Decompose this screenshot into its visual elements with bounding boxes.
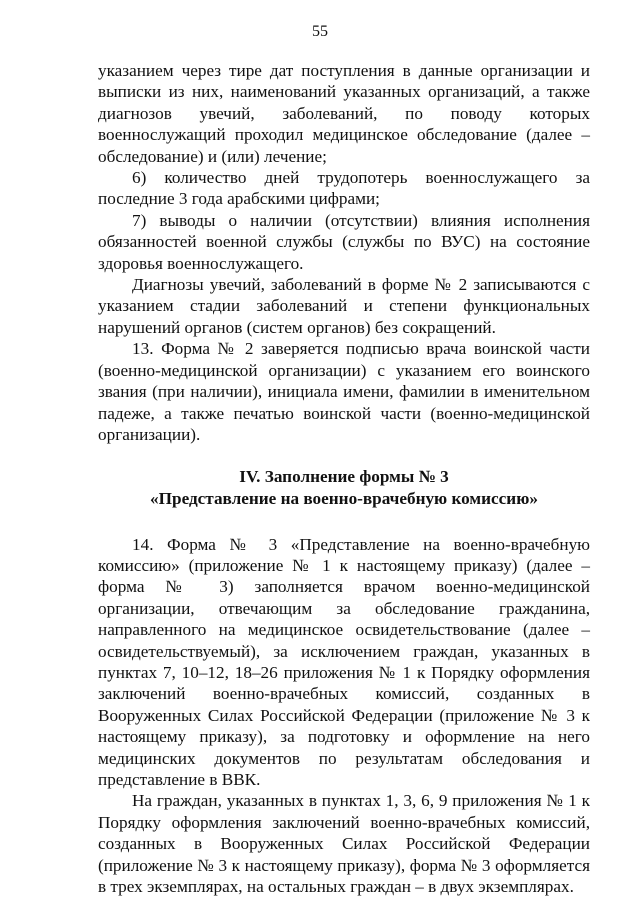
section-heading <box>98 466 590 509</box>
paragraph: Диагнозы увечий, заболеваний в форме № 2 записываются с указанием стадии заболеваний и степени функциональных нарушений органов (систем органов) без сокращений. <box>98 275 590 337</box>
paragraph: 13. Форма № 2 заверяется подписью врача воинской части (военно-медицинской организации) с указанием его воинского звания (при наличии), инициала имени, фамилии в именительном падеже, а также печатью воинской части (военно-медицинской организации). <box>98 339 590 444</box>
section-heading-line-2: «Представление на военно-врачебную комиссию» <box>150 488 538 508</box>
section-heading-line-1: IV. Заполнение формы № 3 <box>239 467 449 487</box>
paragraph: На граждан, указанных в пунктах 1, 3, 6, 9 приложения № 1 к Порядку оформления заключений военно-врачебных комиссий, созданных в Вооруженных Силах Российской Федерации (приложение № 3 к настоящему приказу), форма № 3 оформляется в трех экземплярах, на остальных граждан – в двух экземплярах. <box>98 791 590 896</box>
page-number: 55 <box>312 23 328 40</box>
paragraphs-before <box>98 60 590 445</box>
paragraph: 7) выводы о наличии (отсутствии) влияния исполнения обязанностей военной службы (службы по ВУС) на состояние здоровья военнослужащего. <box>98 210 590 273</box>
paragraph: 6) количество дней трудопотерь военнослужащего за последние 3 года арабскими цифрами; <box>98 168 590 209</box>
paragraph: указанием через тире дат поступления в данные организации и выписки из них, наименований указанных организаций, а также диагнозов увечий, заболеваний, по поводу которых военнослужащий проходил медицинское обследование (далее – обследование) и (или) лечение; <box>98 61 590 166</box>
paragraph: 14. Форма № 3 «Представление на военно-врачебную комиссию» (приложение № 1 к настоящему приказу) (далее – форма № 3) заполняется врачом военно-медицинской организации, отвечающим за обследование гражданина, направленного на медицинское освидетельствование (далее – освидетельствуемый), за исключением граждан, указанных в пунктах 7, 10–12, 18–26 приложения № 1 к Порядку оформления заключений военно-врачебных комиссий, созданных в Вооруженных Силах Российской Федерации (приложение № 3 к настоящему приказу), за подготовку и оформление на него медицинских документов по результатам обследования и представление в ВВК. <box>98 534 590 789</box>
paragraphs-after <box>98 534 590 898</box>
document-body <box>98 60 590 897</box>
